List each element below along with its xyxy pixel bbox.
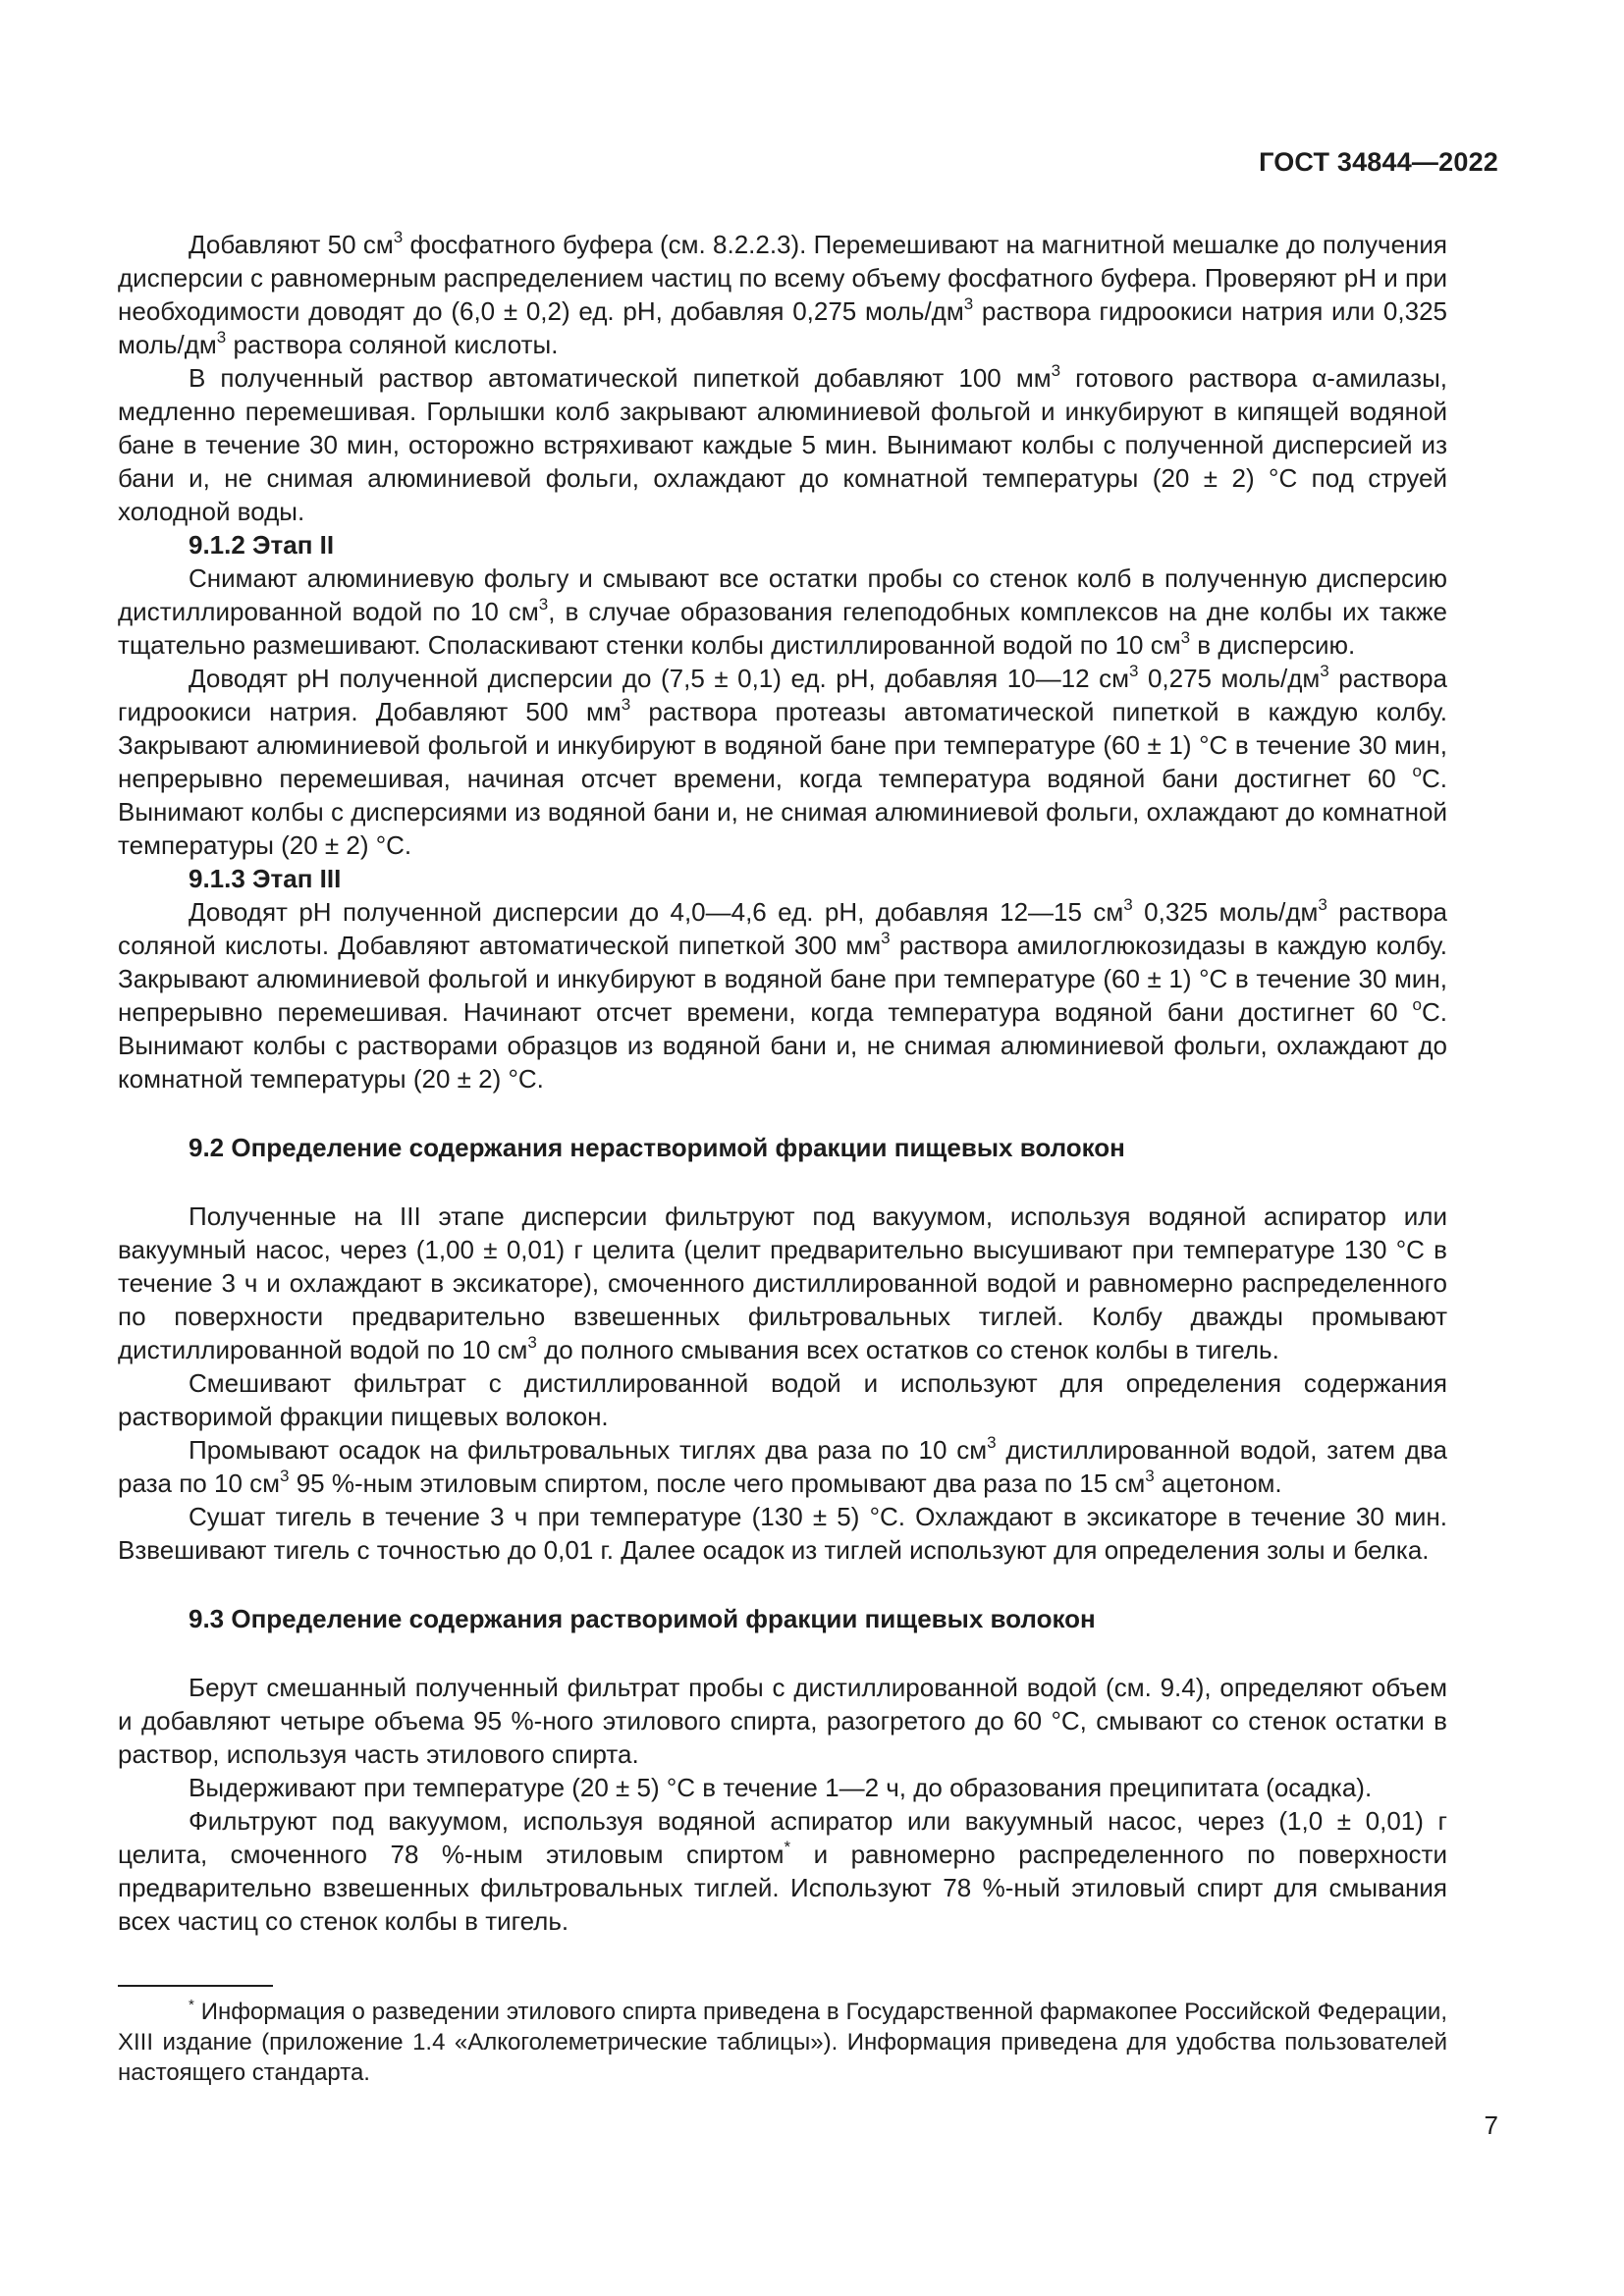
- superscript-cube: 3: [1051, 361, 1061, 380]
- superscript-cube: 3: [881, 929, 891, 947]
- superscript-cube: 3: [280, 1467, 290, 1485]
- paragraph: Полученные на III этапе дисперсии фильтруют под вакуумом, используя водяной аспиратор или вакуумный насос, через (1,00 ± 0,01) г целита (целит предварительно высушивают при температуре 130 °С в течение 3 ч и охлаждают в эксикаторе), смоченного дистиллированной водой и равномерно распределенного по поверхности предварительно взвешенных фильтровальных тиглей. Колбу дважды промывают дистиллированной водой по 10 $см^3$ до полного смывания всех остатков со стенок колбы в тигель.: [118, 1201, 1447, 1364]
- footnote-reference: *: [784, 1838, 791, 1856]
- superscript-cube: 3: [1320, 662, 1329, 680]
- paragraph: Добавляют 50 $см^3$ фосфатного буфера (см. 8.2.2.3). Перемешивают на магнитной мешалке до получения дисперсии с равномерным распределением частиц по всему объему фосфатного буфера. Проверяют pH и при необходимости доводят до (6,0 ± 0,2) ед. pH, добавляя 0,275 моль/$дм^3$ раствора гидроокиси натрия или 0,325 моль/$дм^3$ раствора соляной кислоты.: [118, 228, 1448, 359]
- superscript-degree: о: [1412, 995, 1422, 1014]
- paragraph: В полученный раствор автоматической пипеткой добавляют 100 $мм^3$ готового раствора α-амилазы, медленно перемешивая. Горлышки колб закрывают алюминиевой фольгой и инкубируют в кипящей водяной бане в течение 30 мин, осторожно встряхивают каждые 5 мин. Вынимают колбы с полученной дисперсией из бани и, не снимая алюминиевой фольги, охлаждают до комнатной температуры (20 ± 2) °С под струей холодной воды.: [118, 361, 1447, 526]
- paragraph: Выдерживают при температуре (20 ± 5) °С в течение 1—2 ч, до образования преципитата (осадка).: [189, 1773, 1373, 1802]
- paragraph: Снимают алюминиевую фольгу и смывают все остатки пробы со стенок колб в полученную дисперсию дистиллированной водой по 10 $см^3$, в случае образования гелеподобных комплексов на дне колбы их также тщательно размешивают. Споласкивают стенки колбы дистиллированной водой по 10 $см^3$ в дисперсию.: [118, 563, 1447, 660]
- page-content: [118, 228, 1447, 1938]
- section-heading-9-2: 9.2 Определение содержания нерастворимой фракции пищевых волокон: [189, 1133, 1125, 1162]
- superscript-cube: 3: [987, 1433, 997, 1452]
- superscript-cube: 3: [1180, 628, 1191, 647]
- superscript-cube: 3: [1123, 895, 1133, 914]
- footnote-separator: [118, 1985, 273, 1987]
- superscript-cube: 3: [538, 595, 549, 614]
- subsection-heading-9-1-3: 9.1.3 Этап III: [189, 864, 342, 893]
- paragraph: Доводят pH полученной дисперсии до 4,0—4,6 ед. pH, добавляя 12—15 $см^3$ 0,325 моль/$дм^3$ раствора соляной кислоты. Добавляют автоматической пипеткой 300 $мм^3$ раствора амилоглюкозидазы в каждую колбу. Закрывают алюминиевой фольгой и инкубируют в водяной бане при температуре (60 ± 1) °С в течение 30 мин, непрерывно перемешивая. Начинают отсчет времени, когда температура водяной бани достигнет 60 $^о$С. Вынимают колбы с растворами образцов из водяной бани и, не снимая алюминиевой фольги, охлаждают до комнатной температуры (20 ± 2) °С.: [118, 895, 1448, 1094]
- paragraph: Смешивают фильтрат с дистиллированной водой и используют для определения содержания растворимой фракции пищевых волокон.: [118, 1368, 1447, 1431]
- superscript-cube: 3: [527, 1333, 537, 1352]
- subsection-heading-9-1-2: 9.1.2 Этап II: [189, 530, 335, 560]
- superscript-cube: 3: [621, 695, 631, 714]
- superscript-cube: 3: [1128, 662, 1139, 680]
- superscript-cube: 3: [1145, 1467, 1155, 1485]
- superscript-cube: 3: [963, 294, 974, 313]
- footnote-mark: *: [189, 1997, 194, 2013]
- page-number: 7: [1484, 2110, 1498, 2140]
- paragraph: Берут смешанный полученный фильтрат пробы с дистиллированной водой (см. 9.4), определяют объем и добавляют четыре объема 95 %-ного этилового спирта, разогретого до 60 °С, смывают со стенок остатки в раствор, используя часть этилового спирта.: [118, 1673, 1447, 1769]
- standard-code: ГОСТ 34844—2022: [1259, 147, 1498, 177]
- paragraph: Доводят pH полученной дисперсии до (7,5 ± 0,1) ед. pH, добавляя 10—12 $см^3$ 0,275 моль/$дм^3$ раствора гидроокиси натрия. Добавляют 500 $мм^3$ раствора протеазы автоматической пипеткой в каждую колбу. Закрывают алюминиевой фольгой и инкубируют в водяной бане при температуре (60 ± 1) °С в течение 30 мин, непрерывно перемешивая, начиная отсчет времени, когда температура водяной бани достигнет 60 $^о$С. Вынимают колбы с дисперсиями из водяной бани и, не снимая алюминиевой фольги, охлаждают до комнатной температуры (20 ± 2) °С.: [118, 662, 1448, 860]
- footnote: * Информация о разведении этилового спирта приведена в Государственной фармакопее Российской Федерации, XIII издание (приложение 1.4 «Алкоголеметрические таблицы»). Информация приведена для удобства пользователей настоящего стандарта.: [118, 1997, 1447, 2086]
- superscript-cube: 3: [216, 328, 227, 347]
- section-heading-9-3: 9.3 Определение содержания растворимой фракции пищевых волокон: [189, 1604, 1096, 1633]
- superscript-cube: 3: [1318, 895, 1327, 914]
- paragraph: Промывают осадок на фильтровальных тиглях два раза по 10 $см^3$ дистиллированной водой, затем два раза по 10 $см^3$ 95 %-ным этиловым спиртом, после чего промывают два раза по 15 $см^3$ ацетоном.: [118, 1433, 1447, 1498]
- superscript-degree: о: [1412, 762, 1422, 780]
- superscript-cube: 3: [393, 228, 404, 246]
- paragraph: Сушат тигель в течение 3 ч при температуре (130 ± 5) °С. Охлаждают в эксикаторе в течение 30 мин. Взвешивают тигель с точностью до 0,01 г. Далее осадок из тиглей используют для определения золы и белка.: [118, 1502, 1447, 1565]
- paragraph: Фильтруют под вакуумом, используя водяной аспиратор или вакуумный насос, через (1,0 ± 0,01) г целита, смоченного 78 %-ным этиловым спиртом* и равномерно распределенного по поверхности предварительно взвешенных фильтровальных тиглей. Используют 78 %-ный этиловый спирт для смывания всех частиц со стенок колбы в тигель.: [118, 1806, 1447, 1936]
